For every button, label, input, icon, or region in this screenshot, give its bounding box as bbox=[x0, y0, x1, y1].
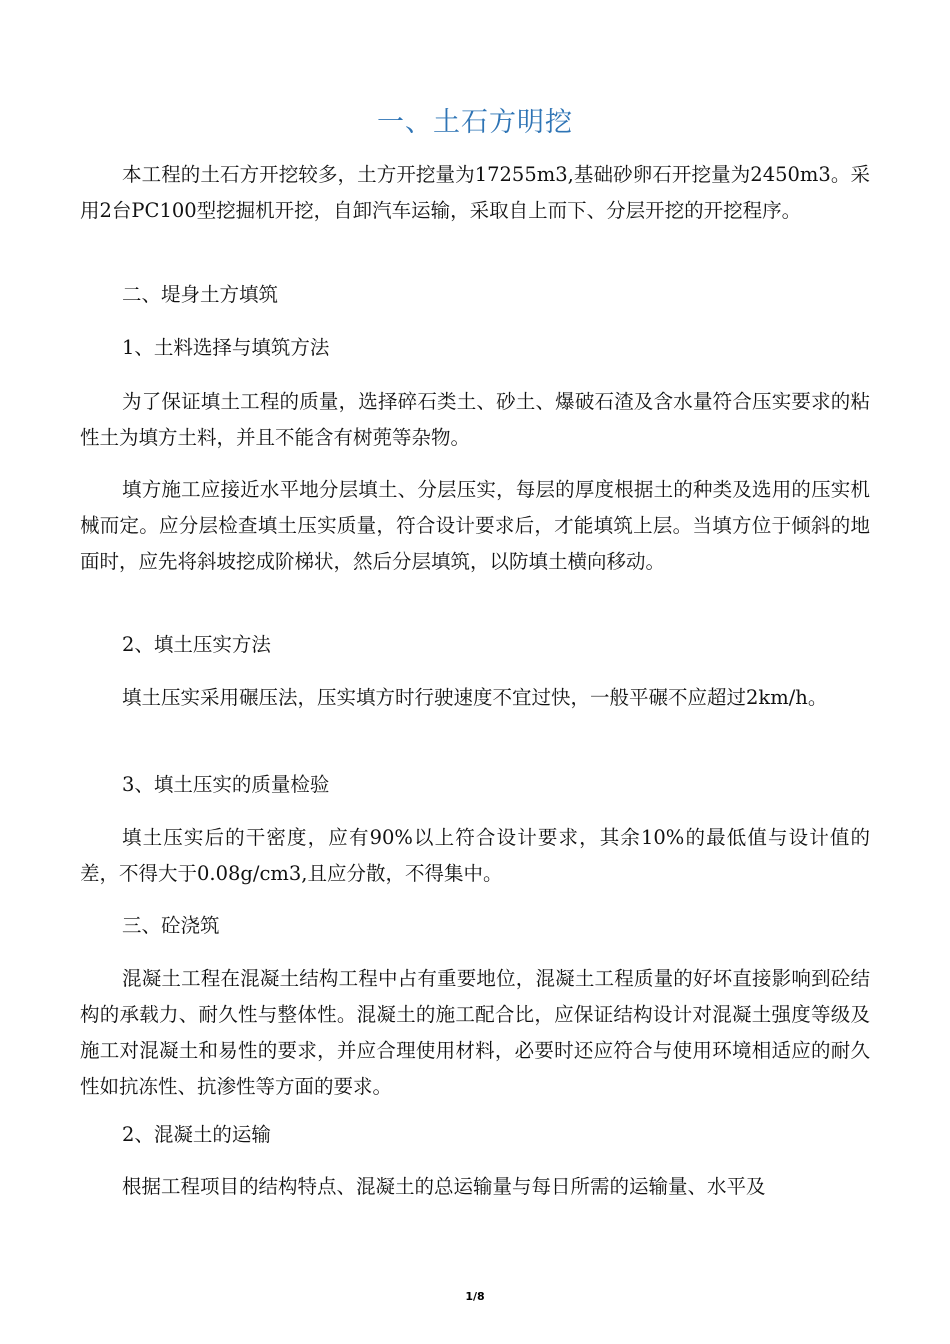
heading-embankment-fill: 二、堤身土方填筑 bbox=[122, 283, 279, 306]
heading-soil-selection: 1、土料选择与填筑方法 bbox=[122, 336, 330, 359]
paragraph-soil-selection: 为了保证填土工程的质量，选择碎石类土、砂土、爆破石渣及含水量符合压实要求的粘性土为填方土料，并且不能含有树蔸等杂物。 bbox=[80, 390, 870, 449]
paragraph-layered-filling: 填方施工应接近水平地分层填土、分层压实，每层的厚度根据土的种类及选用的压实机械而定。应分层检查填土压实质量，符合设计要求后，才能填筑上层。当填方位于倾斜的地面时，应先将斜坡挖成阶梯状，然后分层填筑，以防填土横向移动。 bbox=[80, 478, 870, 573]
heading-quality-inspection: 3、填土压实的质量检验 bbox=[122, 773, 330, 796]
paragraph-compaction-method: 填土压实采用碾压法，压实填方时行驶速度不宜过快，一般平碾不应超过2km/h。 bbox=[122, 686, 828, 709]
paragraph-concrete-engineering: 混凝土工程在混凝土结构工程中占有重要地位，混凝土工程质量的好坏直接影响到砼结构的承载力、耐久性与整体性。混凝土的施工配合比，应保证结构设计对混凝土强度等级及施工对混凝土和易性的要求，并应合理使用材料，必要时还应符合与使用环境相适应的耐久性如抗冻性、抗渗性等方面的要求。 bbox=[80, 967, 870, 1098]
page-number: 1/8 bbox=[465, 1290, 485, 1303]
paragraph-quality-inspection: 填土压实后的干密度，应有90%以上符合设计要求，其余10%的最低值与设计值的差，不得大于0.08g/cm3,且应分散，不得集中。 bbox=[80, 826, 870, 885]
heading-concrete-transport: 2、混凝土的运输 bbox=[122, 1123, 271, 1146]
paragraph-earthwork-excavation: 本工程的土石方开挖较多，土方开挖量为17255m3,基础砂卵石开挖量为2450m3。采用2台PC100型挖掘机开挖，自卸汽车运输，采取自上而下、分层开挖的开挖程序。 bbox=[80, 163, 870, 222]
heading-compaction-method: 2、填土压实方法 bbox=[122, 633, 271, 656]
page-title: 一、土石方明挖 bbox=[377, 107, 573, 138]
heading-concrete-pouring: 三、砼浇筑 bbox=[122, 914, 220, 937]
paragraph-concrete-transport: 根据工程项目的结构特点、混凝土的总运输量与每日所需的运输量、水平及 bbox=[122, 1175, 766, 1198]
